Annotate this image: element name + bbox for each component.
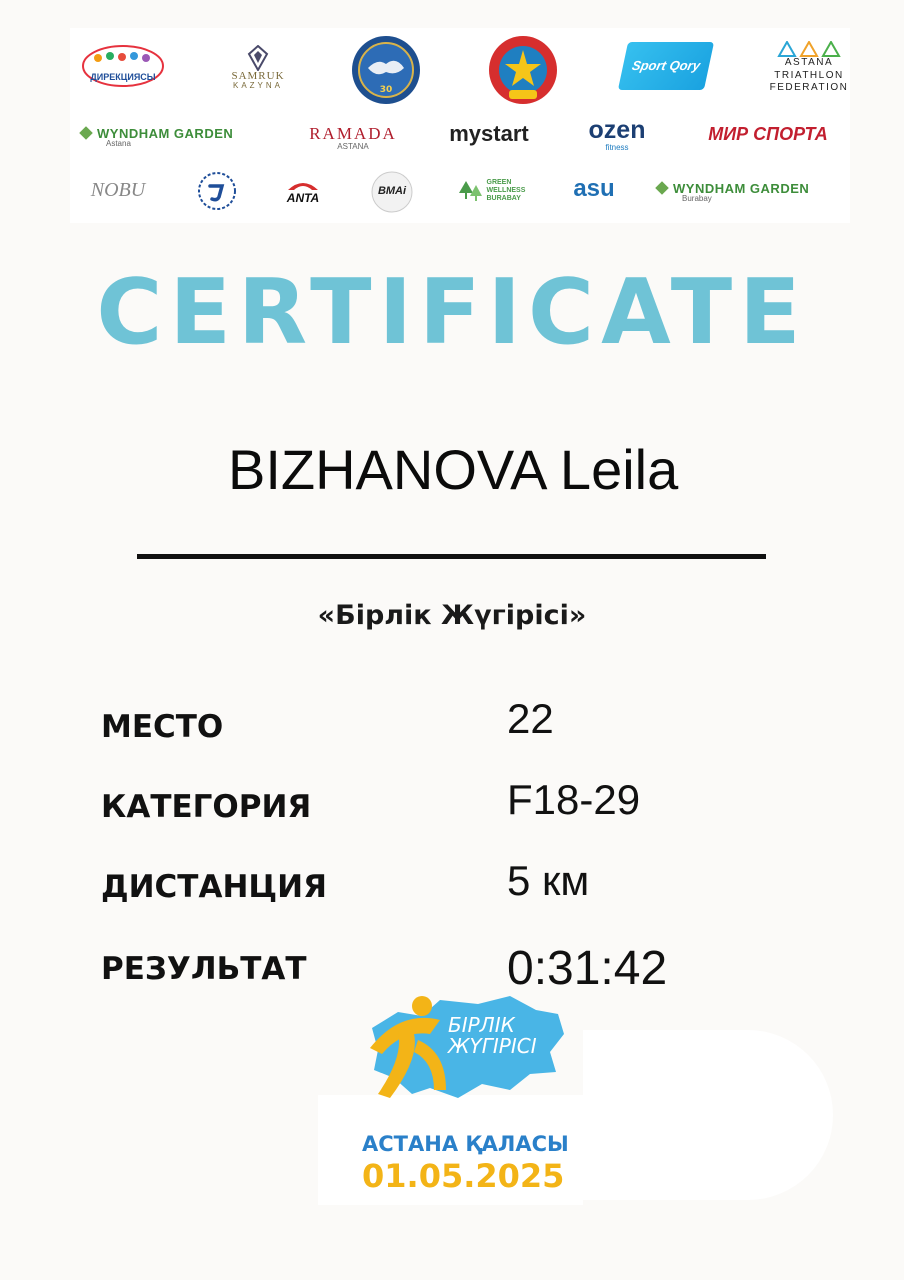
astana-triathlon-logo	[770, 36, 848, 100]
result-label: РЕЗУЛЬТАТ	[101, 951, 307, 987]
mystart-logo	[438, 118, 540, 150]
ozen-fitness-logo	[578, 114, 656, 156]
ramada-sub-label: ASTANA	[337, 141, 369, 151]
result-value: 0:31:42	[507, 942, 668, 995]
triathlon-line-3: FEDERATION	[769, 82, 849, 94]
place-value: 22	[507, 695, 554, 742]
samruk-label: SAMRUK	[231, 69, 285, 82]
svg-text:30: 30	[379, 85, 393, 95]
event-logo-title	[448, 1015, 537, 1057]
participant-name: BIZHANOVA Leila	[228, 438, 679, 501]
anta-label: ANTA	[286, 190, 320, 205]
sport-qory-logo	[618, 42, 714, 90]
event-logo-line-2: ЖҮГІРІСІ	[448, 1034, 537, 1058]
event-city: АСТАНА ҚАЛАСЫ	[362, 1132, 569, 1156]
ramada-label: RAMADA	[309, 123, 397, 143]
wyndham-astana-sub: Astana	[106, 139, 131, 149]
anta-logo	[276, 174, 330, 210]
mystart-label: mystart	[449, 121, 529, 147]
nobu-label: NOBU	[90, 178, 146, 201]
asu-logo	[566, 172, 622, 206]
runners-icon	[80, 42, 166, 90]
anta-swoosh-icon	[286, 180, 320, 192]
mir-sporta-logo	[694, 118, 842, 150]
green-wellness-label: GREEN WELLNESS BURABAY	[486, 178, 526, 203]
category-value: F18-29	[507, 776, 641, 823]
bmai-logo	[367, 170, 417, 214]
joma-logo	[196, 170, 238, 212]
mir-sporta-label: МИР СПОРТА	[708, 123, 828, 144]
event-logo-line-1: БІРЛІК	[448, 1013, 515, 1037]
asu-label: asu	[573, 175, 615, 203]
samruk-logo	[222, 38, 294, 98]
wyndham-square-icon	[79, 126, 93, 140]
ramada-logo	[305, 118, 401, 158]
triathlon-line-1: ASTANA	[784, 57, 834, 69]
astana-coat-of-arms-icon	[487, 34, 559, 106]
wyndham-burabay-label: WYNDHAM GARDEN	[673, 180, 810, 196]
distance-value: 5 км	[507, 857, 590, 904]
tree-icon	[458, 180, 484, 202]
direktsiyasy-logo	[80, 42, 166, 90]
category-label: КАТЕГОРИЯ	[101, 789, 312, 825]
joma-icon	[197, 171, 237, 211]
distance-label: ДИСТАНЦИЯ	[101, 869, 327, 905]
samruk-sub-label: KAZYNA	[232, 81, 283, 91]
anniversary-30-emblem	[350, 34, 422, 106]
place-label: МЕСТО	[101, 709, 224, 745]
wyndham-garden-astana-logo	[80, 120, 270, 156]
event-name: «Бірлік Жүгірісі»	[317, 600, 587, 631]
ozen-label: ozen	[588, 116, 646, 145]
samruk-emblem-icon	[247, 45, 269, 71]
emblem-30-icon	[350, 34, 422, 106]
direktsiyasy-label: ДИРЕКЦИЯСЫ	[90, 72, 156, 83]
triathlon-line-2: TRIATHLON	[774, 69, 844, 81]
wyndham-astana-label: WYNDHAM GARDEN	[97, 125, 234, 141]
bmai-label: BMAi	[377, 185, 407, 198]
nobu-logo	[80, 174, 156, 206]
wyndham-burabay-sub: Burabay	[682, 194, 712, 204]
event-date: 01.05.2025	[362, 1157, 565, 1195]
triathlon-triangles-icon	[777, 41, 841, 57]
green-wellness-logo	[454, 176, 536, 206]
wyndham-garden-burabay-logo	[656, 176, 846, 210]
astana-emblem	[487, 34, 559, 106]
sport-qory-label: Sport Qory	[630, 58, 702, 74]
name-underline	[137, 554, 766, 559]
certificate-title: CERTIFICATE	[96, 260, 808, 365]
ozen-sub-label: fitness	[605, 142, 629, 152]
logo-white-panel	[583, 1030, 833, 1200]
wyndham-square-icon	[655, 181, 669, 195]
